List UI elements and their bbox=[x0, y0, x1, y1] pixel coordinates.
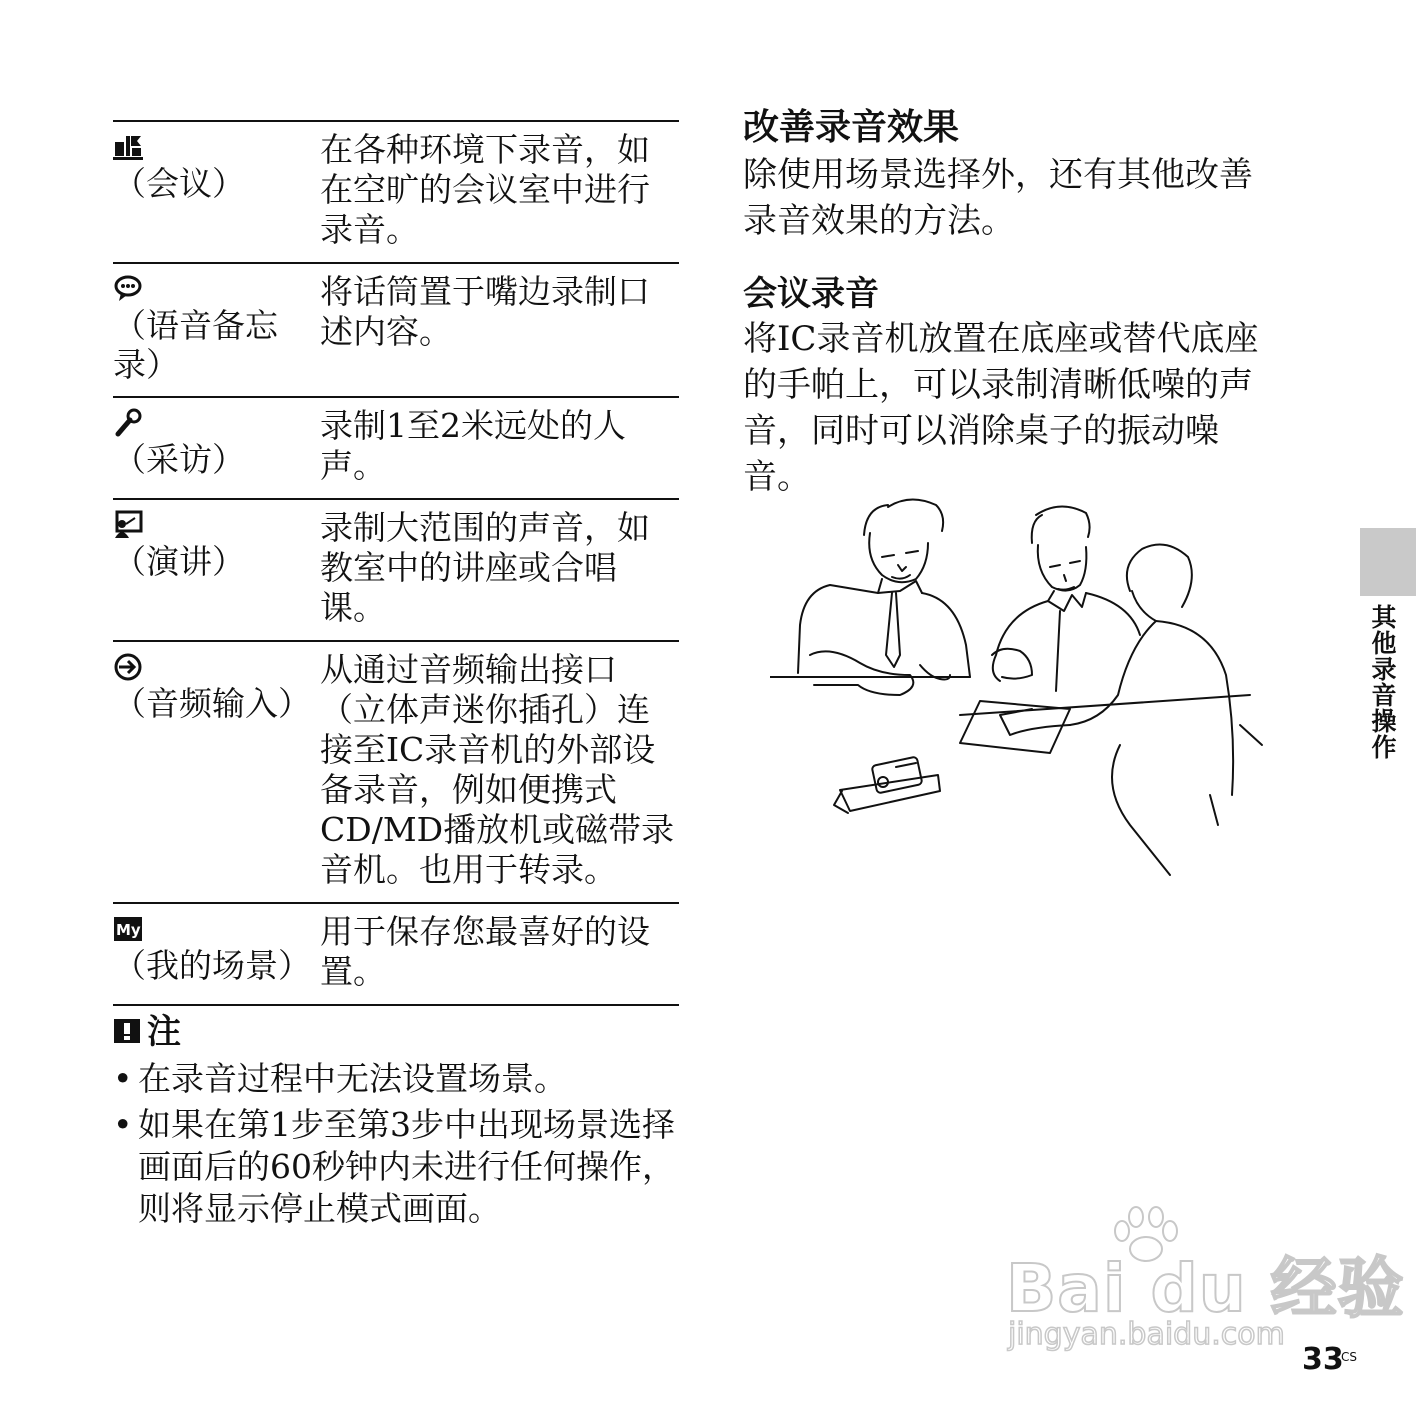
section-intro: 除使用场景选择外，还有其他改善录音效果的方法。 bbox=[743, 155, 1253, 241]
side-tab bbox=[1360, 528, 1416, 596]
scene-name: （语音备忘录） bbox=[113, 306, 278, 384]
scene-name: （音频输入） bbox=[113, 684, 311, 723]
scene-description: 录制1至2米远处的人声。 bbox=[320, 406, 626, 485]
note-item: • 在录音过程中无法设置场景。 bbox=[113, 1059, 567, 1098]
scene-name: （我的场景） bbox=[113, 946, 311, 985]
scene-row-meeting bbox=[113, 122, 679, 264]
page-language-code: CS bbox=[1341, 1350, 1357, 1364]
lecture-icon bbox=[113, 510, 143, 542]
page-number: 33 bbox=[1302, 1342, 1344, 1377]
interview-icon bbox=[113, 408, 143, 440]
section-heading: 改善录音效果 bbox=[743, 107, 960, 148]
scene-description: 将话筒置于嘴边录制口述内容。 bbox=[320, 272, 650, 351]
subsection-heading: 会议录音 bbox=[743, 274, 879, 314]
scene-row-audio-in bbox=[113, 642, 679, 904]
note-title: 注 bbox=[147, 1011, 181, 1052]
my-scene-icon bbox=[113, 914, 143, 946]
note-list bbox=[113, 1058, 693, 1230]
scene-row-my-scene bbox=[113, 904, 679, 1006]
scene-table bbox=[113, 120, 679, 1006]
note-icon bbox=[113, 1014, 141, 1042]
scene-row-lecture bbox=[113, 500, 679, 642]
side-tab-label: 其他录音操作 bbox=[1368, 604, 1397, 760]
scene-description: 从通过音频输出接口（立体声迷你插孔）连接至IC录音机的外部设备录音，例如便携式CD/MD播放机或磁带录音机。也用于转录。 bbox=[320, 650, 675, 889]
meeting-illustration bbox=[770, 495, 1270, 880]
svg-text:My: My bbox=[116, 921, 141, 939]
scene-row-interview bbox=[113, 398, 679, 500]
audio-in-icon bbox=[113, 652, 143, 684]
subsection-body: 将IC录音机放置在底座或替代底座的手帕上，可以录制清晰低噪的声音，同时可以消除桌子的振动噪音。 bbox=[743, 319, 1259, 497]
note-section bbox=[113, 1006, 693, 1234]
meeting-icon bbox=[113, 132, 143, 164]
scene-description: 在各种环境下录音，如在空旷的会议室中进行录音。 bbox=[320, 130, 650, 249]
watermark-url: jingyan.baidu.com bbox=[1008, 1317, 1285, 1352]
bullet: • bbox=[113, 1105, 133, 1144]
scene-row-voice-memo bbox=[113, 264, 679, 398]
bullet: • bbox=[113, 1059, 133, 1098]
right-column bbox=[743, 104, 1283, 500]
scene-description: 录制大范围的声音，如教室中的讲座或合唱课。 bbox=[320, 508, 650, 627]
note-item: • 如果在第1步至第3步中出现场景选择画面后的60秒钟内未进行任何操作，则将显示停止模式画面。 bbox=[113, 1105, 675, 1228]
scene-name: （会议） bbox=[113, 164, 245, 203]
scene-name: （演讲） bbox=[113, 542, 245, 581]
voice-memo-icon bbox=[113, 274, 143, 306]
scene-description: 用于保存您最喜好的设置。 bbox=[320, 912, 650, 991]
scene-name: （采访） bbox=[113, 440, 245, 479]
watermark-main: Bai du 经验 bbox=[1006, 1250, 1405, 1327]
